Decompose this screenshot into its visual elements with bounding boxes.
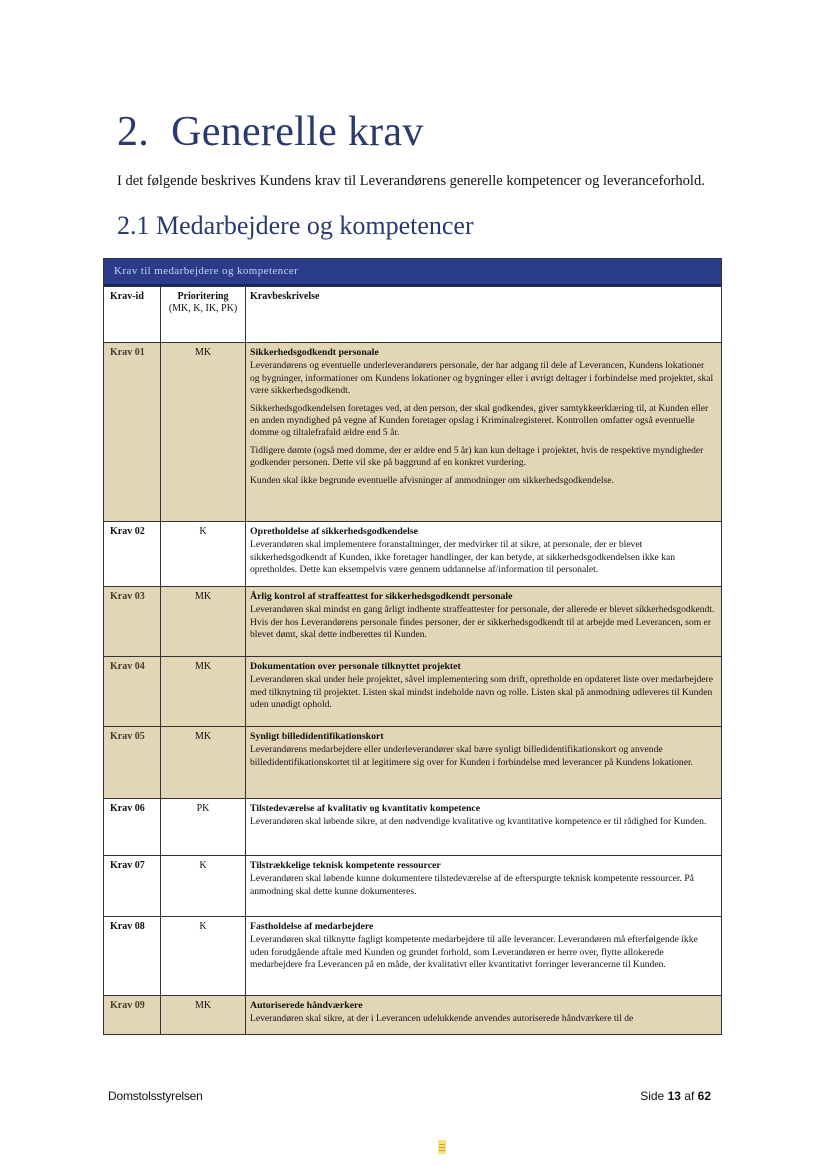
requirement-priority: MK — [161, 727, 246, 798]
requirement-title: Autoriserede håndværkere — [250, 1000, 363, 1011]
requirement-title: Opretholdelse af sikkerhedsgodkendelse — [250, 526, 419, 537]
footer-organization: Domstolsstyrelsen — [108, 1089, 203, 1103]
requirement-priority: MK — [161, 657, 246, 726]
requirement-paragraph: Leverandøren skal sikre, at der i Leverancen udelukkende anvendes autoriserede håndværkere til de — [250, 1013, 634, 1025]
requirement-paragraph: Sikkerhedsgodkendelsen foretages ved, at den person, der skal godkendes, giver samtykkeerklæring til, at Kunden eller en anden myndighed på vegne af Kunden foretager opslag i Kriminalregisteret. Kontrollen omfatter også eventuelle domme og tiltalefrafald ældre end 5 år. — [250, 402, 709, 439]
requirement-description — [246, 343, 721, 521]
scan-marker-icon — [436, 1139, 448, 1155]
requirement-paragraph: Leverandørens medarbejdere eller underleverandører skal bære synligt billedidentifikationskort og anvende billedidentifikationskortet til at legitimere sig over for Kunden i forbindelse med leverancer på Kundens lokationer. — [250, 744, 694, 768]
requirements-table — [103, 258, 722, 1035]
table-body — [104, 342, 721, 1034]
column-header-desc: Kravbeskrivelse — [250, 291, 320, 302]
table-row — [104, 855, 721, 916]
page-total: 62 — [697, 1089, 711, 1103]
requirement-description — [246, 996, 721, 1034]
requirement-paragraph: Leverandøren skal mindst en gang årligt indhente straffeattester for personale, der allerede er blevet sikkerhedsgodkendt. Hvis der hos Leverandørens personale findes personer, der er sikkerhedsgodkendt til at arbejde med Leverancen, som er blevet dømt, skal dette indberettes til Kunden. — [250, 604, 715, 641]
requirement-priority: K — [161, 856, 246, 916]
requirement-id: Krav 01 — [104, 343, 161, 521]
page-prefix: Side — [640, 1089, 665, 1103]
requirement-id: Krav 08 — [104, 917, 161, 995]
requirement-priority: K — [161, 917, 246, 995]
table-row — [104, 798, 721, 855]
page-current: 13 — [667, 1089, 681, 1103]
intro-text: I det følgende beskrives Kundens krav til Leverandørens generelle kompetencer og leveranceforhold. — [117, 173, 705, 189]
requirement-paragraph: Leverandøren skal løbende kunne dokumentere tilstedeværelse af de efterspurgte teknisk kompetente ressourcer. På anmodning skal dette kunne dokumenteres. — [250, 873, 694, 897]
column-header-id: Krav-id — [104, 287, 161, 342]
column-header-priority — [161, 287, 246, 342]
requirement-title: Sikkerhedsgodkendt personale — [250, 347, 379, 358]
requirement-id: Krav 03 — [104, 587, 161, 656]
requirement-id: Krav 05 — [104, 727, 161, 798]
page-of: af — [684, 1089, 695, 1103]
table-title: Krav til medarbejdere og kompetencer — [104, 259, 721, 286]
requirement-id: Krav 04 — [104, 657, 161, 726]
requirement-id: Krav 09 — [104, 996, 161, 1034]
requirement-description — [246, 522, 721, 586]
requirement-paragraph: Leverandøren skal løbende sikre, at den nødvendige kvalitative og kvantitative kompetence er til rådighed for Kunden. — [250, 816, 707, 828]
chapter-title: Generelle krav — [171, 109, 424, 155]
requirement-paragraph: Leverandøren skal tilknytte fagligt kompetente medarbejdere til alle leverancer. Leverandøren må efterfølgende ikke uden forudgående aftale med Kunden og grundet forhold, som Leverandøren er herre over, flytte allokerede medarbejdere fra Leverancen på en måde, der kvalitativt eller kvantitativt forringer leverancerne til Kunden. — [250, 934, 698, 971]
requirement-id: Krav 07 — [104, 856, 161, 916]
section-heading: 2.1 Medarbejdere og kompetencer — [117, 211, 474, 240]
table-row — [104, 521, 721, 586]
requirement-paragraph: Leverandørens og eventuelle underleverandørers personale, der har adgang til dele af Leverancen, Kundens lokationer og bygninger, informationer om Kundens lokationer og bygninger eller i øvrigt deltager i forbindelse med projektet, skal være sikkerhedsgodkendt. — [250, 360, 714, 397]
footer-page-number — [640, 1089, 711, 1103]
requirement-paragraph: Leverandøren skal under hele projektet, såvel implementering som drift, opretholde en opdateret liste over medarbejdere med tilknytning til projektet. Listen skal mindst indeholde navn og rolle. Listen skal på anmodning udleveres til Kunden uden unødigt ophold. — [250, 674, 713, 711]
requirement-paragraph: Kunden skal ikke begrunde eventuelle afvisninger af anmodninger om sikkerhedsgodkendelse. — [250, 474, 614, 486]
requirement-paragraph: Leverandøren skal implementere foranstaltninger, der medvirker til at sikre, at personale, der er blevet sikkerhedsgodkendt af Kunden, ikke foretager handlinger, der kan betyde, at sikkerhedsgodkendelsen ikke kan opretholdes. Dette kan eksempelvis være gennem uddannelse af/information til personalet. — [250, 539, 676, 576]
table-row — [104, 995, 721, 1034]
requirement-description — [246, 727, 721, 798]
requirement-id: Krav 02 — [104, 522, 161, 586]
requirement-priority: PK — [161, 799, 246, 855]
table-row — [104, 916, 721, 995]
table-row — [104, 342, 721, 521]
requirement-description — [246, 587, 721, 656]
requirement-description — [246, 799, 721, 855]
priority-label: Prioritering — [177, 291, 229, 302]
requirement-description — [246, 657, 721, 726]
requirement-title: Dokumentation over personale tilknyttet projektet — [250, 661, 461, 672]
table-header-row — [104, 286, 721, 342]
requirement-priority: MK — [161, 587, 246, 656]
table-row — [104, 726, 721, 798]
requirement-priority: MK — [161, 343, 246, 521]
requirement-title: Synligt billedidentifikationskort — [250, 731, 384, 742]
requirement-id: Krav 06 — [104, 799, 161, 855]
priority-sub-label: (MK, K, IK, PK) — [168, 303, 238, 315]
requirement-priority: K — [161, 522, 246, 586]
table-row — [104, 656, 721, 726]
requirement-paragraph: Tidligere dømte (også med domme, der er ældre end 5 år) kan kun deltage i projektet, hvis de respektive myndigheder godkender personen. Dette vil ske på baggrund af en konkret vurdering. — [250, 444, 704, 469]
requirement-title: Tilstrækkelige teknisk kompetente ressourcer — [250, 860, 441, 871]
requirement-title: Årlig kontrol af straffeattest for sikkerhedsgodkendt personale — [250, 591, 513, 602]
requirement-description — [246, 856, 721, 916]
table-row — [104, 586, 721, 656]
chapter-heading — [117, 108, 424, 156]
requirement-title: Fastholdelse af medarbejdere — [250, 921, 374, 932]
requirement-title: Tilstedeværelse af kvalitativ og kvantitativ kompetence — [250, 803, 481, 814]
requirement-description — [246, 917, 721, 995]
requirement-priority: MK — [161, 996, 246, 1034]
chapter-number: 2. — [117, 109, 150, 155]
